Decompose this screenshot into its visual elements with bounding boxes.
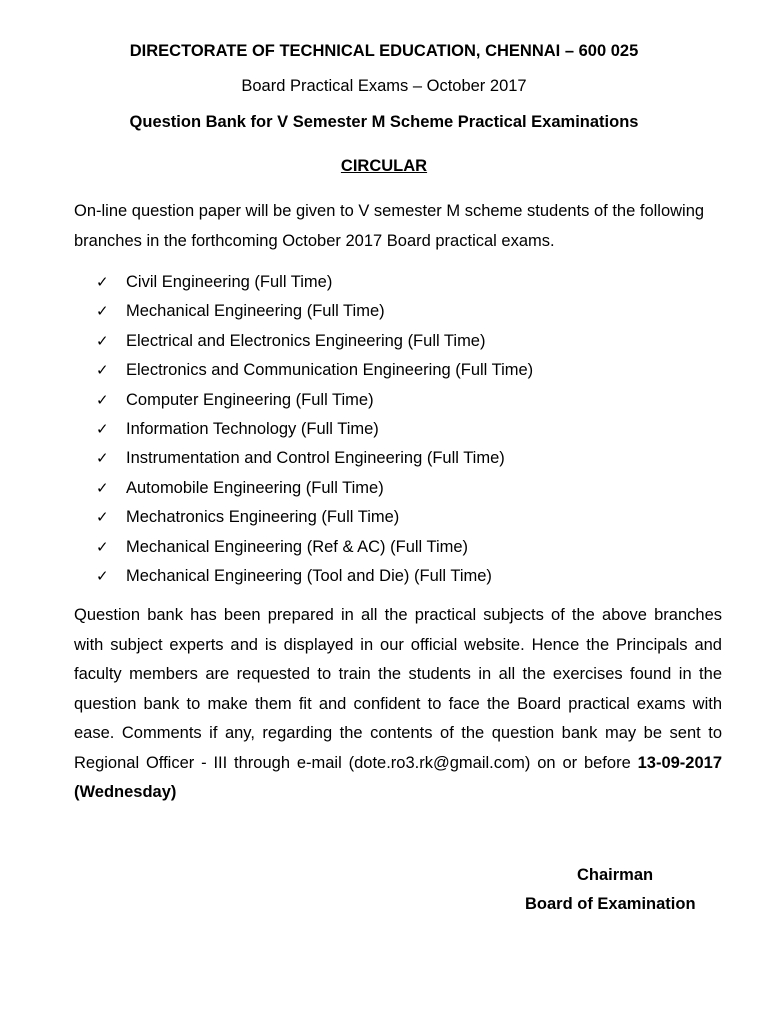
branch-label: Automobile Engineering (Full Time) — [126, 478, 384, 497]
intro-paragraph: On-line question paper will be given to V semester M scheme students of the following branches in the forthcoming October 2017 Board practical exams. — [74, 202, 705, 250]
check-icon: ✓ — [96, 479, 109, 497]
list-item — [96, 356, 533, 385]
branch-label: Electronics and Communication Engineering (Full Time) — [126, 361, 534, 380]
body-paragraph — [74, 601, 722, 808]
body-text: Question bank has been prepared in all the practical subjects of the above branches with subject experts and is displayed in our official website. Hence the Principals and faculty members are requested to train the students in all the exercises found in the question bank to make them fit and confident to face the Board practical exams with ease. Comments if any, regarding the contents of the question bank may be sent to Regional Officer - III through e-mail (dote.ro3.rk@gmail.com) on or before — [74, 606, 722, 772]
list-item — [96, 268, 533, 297]
list-item — [96, 444, 533, 473]
check-icon: ✓ — [96, 538, 109, 556]
deadline-date: 13-09-2017 (Wednesday) — [74, 753, 722, 801]
list-item — [96, 503, 533, 532]
list-item — [96, 533, 533, 562]
branch-label: Information Technology (Full Time) — [126, 419, 379, 438]
check-icon: ✓ — [96, 450, 109, 468]
branch-list — [96, 268, 533, 591]
branch-label: Mechatronics Engineering (Full Time) — [126, 508, 400, 527]
exam-heading: Board Practical Exams – October 2017 — [241, 77, 527, 95]
signature-board: Board of Examination — [525, 895, 696, 913]
check-icon: ✓ — [96, 362, 109, 380]
list-item — [96, 327, 533, 356]
check-icon: ✓ — [96, 420, 109, 438]
branch-label: Civil Engineering (Full Time) — [126, 273, 333, 291]
check-icon: ✓ — [96, 274, 109, 291]
signature-title: Chairman — [577, 866, 654, 884]
branch-label: Mechanical Engineering (Ref & AC) (Full Time) — [126, 537, 469, 556]
check-icon: ✓ — [96, 303, 109, 321]
check-icon: ✓ — [96, 332, 109, 350]
circular-heading: CIRCULAR — [340, 157, 428, 175]
check-icon: ✓ — [96, 509, 109, 527]
list-item — [96, 562, 533, 591]
branch-label: Mechanical Engineering (Tool and Die) (Full Time) — [126, 566, 492, 585]
list-item — [96, 415, 533, 444]
branch-label: Instrumentation and Control Engineering (Full Time) — [126, 449, 505, 468]
branch-label: Mechanical Engineering (Full Time) — [126, 302, 385, 321]
branch-label: Computer Engineering (Full Time) — [126, 390, 374, 409]
list-item — [96, 297, 533, 326]
check-icon: ✓ — [96, 567, 109, 585]
list-item — [96, 386, 533, 415]
organization-heading: DIRECTORATE OF TECHNICAL EDUCATION, CHENNAI – 600 025 — [129, 42, 639, 60]
question-bank-heading: Question Bank for V Semester M Scheme Practical Examinations — [129, 113, 639, 131]
check-icon: ✓ — [96, 391, 109, 409]
branch-label: Electrical and Electronics Engineering (Full Time) — [126, 331, 486, 350]
list-item — [96, 474, 533, 503]
